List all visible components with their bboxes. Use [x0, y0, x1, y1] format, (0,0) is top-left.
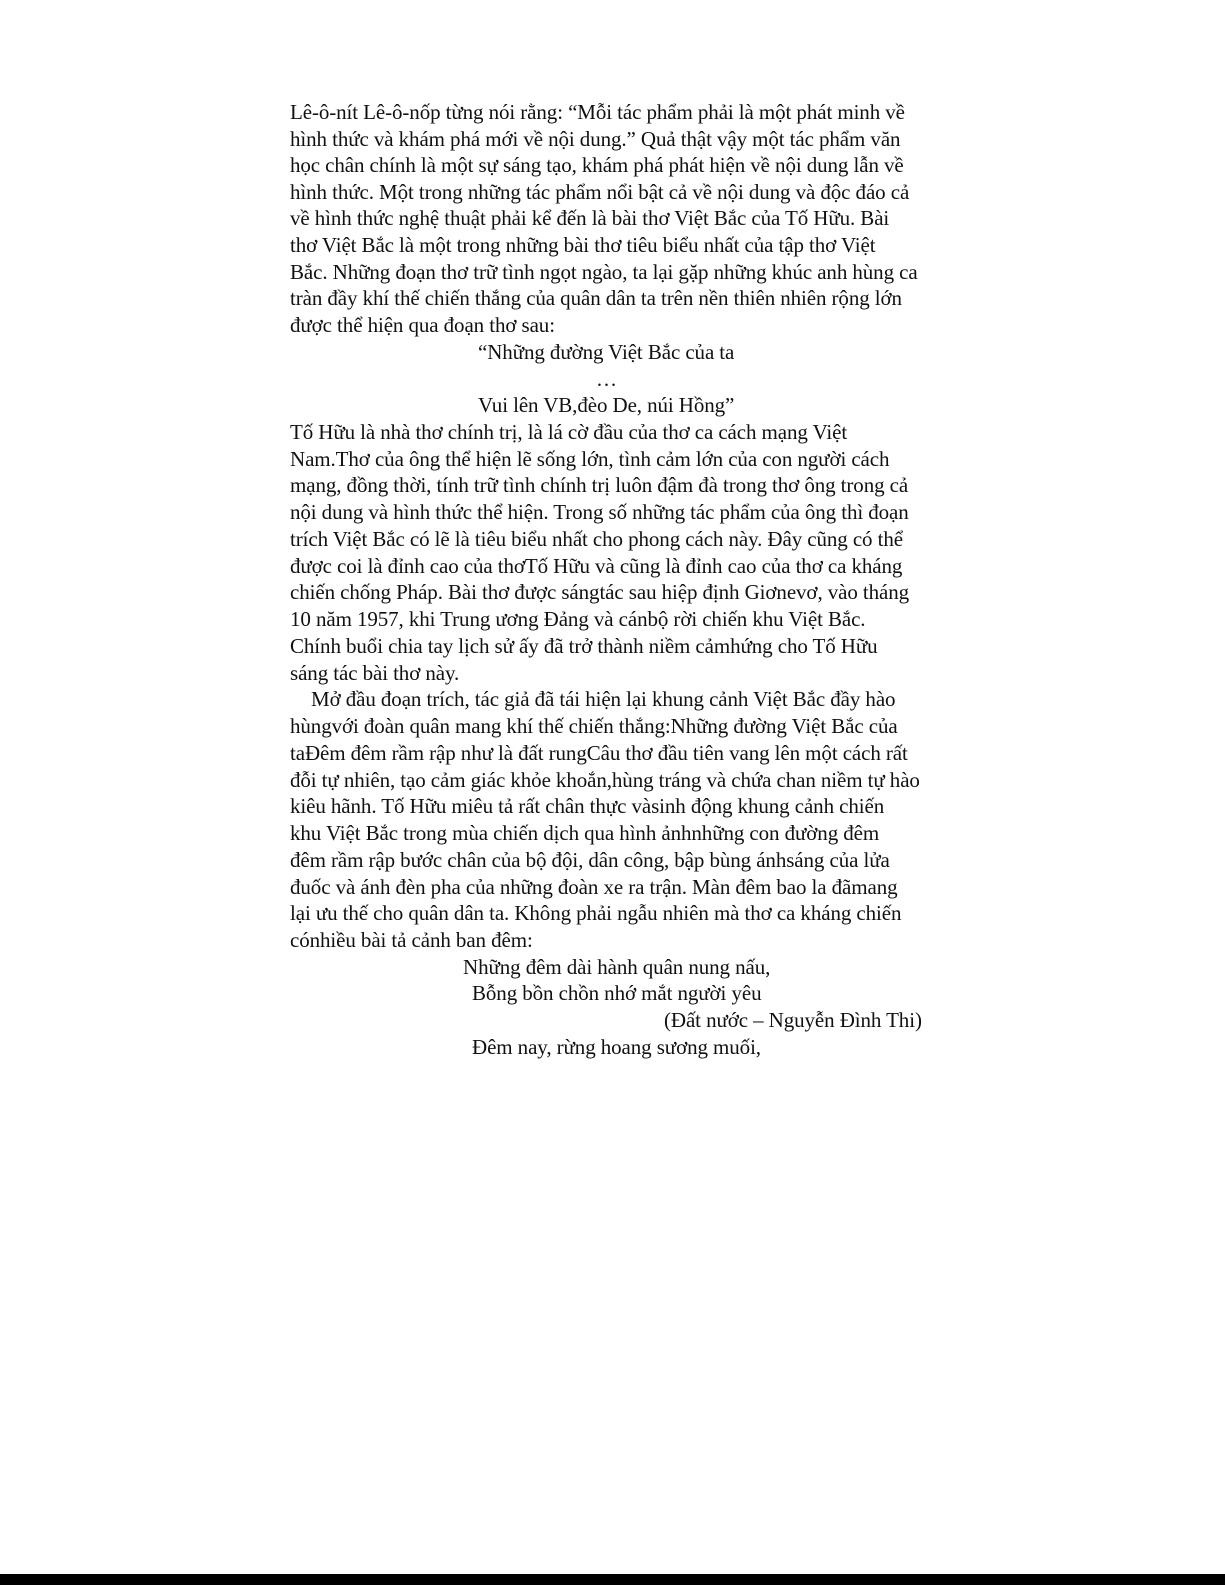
text-line: đêm rầm rập bước chân của bộ đội, dân công, bập bùng ánhsáng của lửa — [290, 848, 890, 872]
text-line: taĐêm đêm rầm rập như là đất rungCâu thơ đầu tiên vang lên một cách rất — [290, 741, 908, 765]
text-line: lại ưu thế cho quân dân ta. Không phải ngẫu nhiên mà thơ ca kháng chiến — [290, 901, 902, 925]
text-line: đuốc và ánh đèn pha của những đoàn xe ra trận. Màn đêm bao la đãmang — [290, 875, 898, 899]
poem-line: Vui lên VB,đèo De, núi Hồng” — [478, 393, 735, 417]
text-line: mạng, đồng thời, tính trữ tình chính trị luôn đậm đà trong thơ ông trong cả — [290, 473, 909, 497]
text-line: tràn đầy khí thế chiến thắng của quân dân ta trên nền thiên nhiên rộng lớn — [290, 286, 902, 310]
poem-line: Bỗng bồn chồn nhớ mắt người yêu — [472, 981, 762, 1005]
text-line: Lê-ô-nít Lê-ô-nốp từng nói rằng: “Mỗi tác phẩm phải là một phát minh về — [290, 100, 905, 124]
text-line: khu Việt Bắc trong mùa chiến dịch qua hình ảnhnhững con đường đêm — [290, 821, 880, 845]
text-line: học chân chính là một sự sáng tạo, khám phá phát hiện về nội dung lẫn về — [290, 153, 904, 177]
text-line: được thể hiện qua đoạn thơ sau: — [290, 313, 555, 337]
text-line: kiêu hãnh. Tố Hữu miêu tả rất chân thực vàsinh động khung cảnh chiến — [290, 794, 885, 818]
text-line: về hình thức nghệ thuật phải kể đến là bài thơ Việt Bắc của Tố Hữu. Bài — [290, 206, 890, 230]
page-bottom-border — [0, 1574, 1225, 1585]
text-line: Nam.Thơ của ông thể hiện lẽ sống lớn, tình cảm lớn của con người cách — [290, 447, 890, 471]
text-line: Tố Hữu là nhà thơ chính trị, là lá cờ đầu của thơ ca cách mạng Việt — [290, 420, 848, 444]
text-line: thơ Việt Bắc là một trong những bài thơ tiêu biểu nhất của tập thơ Việt — [290, 233, 876, 257]
text-line: chiến chống Pháp. Bài thơ được sángtác sau hiệp định Giơnevơ, vào tháng — [290, 580, 910, 604]
text-line: hình thức. Một trong những tác phẩm nổi bật cả về nội dung và độc đáo cả — [290, 180, 910, 204]
poem-ellipsis: … — [596, 367, 617, 391]
text-line: cónhiều bài tả cảnh ban đêm: — [290, 928, 533, 952]
text-line: Bắc. Những đoạn thơ trữ tình ngọt ngào, ta lại gặp những khúc anh hùng ca — [290, 260, 918, 284]
poem-line: Những đêm dài hành quân nung nấu, — [463, 955, 771, 979]
text-line: được coi là đỉnh cao của thơTố Hữu và cũng là đỉnh cao của thơ ca kháng — [290, 554, 903, 578]
text-line: đỗi tự nhiên, tạo cảm giác khỏe khoắn,hùng tráng và chứa chan niềm tự hào — [290, 768, 920, 792]
text-line: hình thức và khám phá mới về nội dung.” Quả thật vậy một tác phẩm văn — [290, 127, 901, 151]
text-line: trích Việt Bắc có lẽ là tiêu biểu nhất cho phong cách này. Đây cũng có thể — [290, 527, 903, 551]
text-line: sáng tác bài thơ này. — [290, 661, 460, 685]
poem-source: (Đất nước – Nguyễn Đình Thi) — [664, 1008, 922, 1032]
text-line: Mở đầu đoạn trích, tác giả đã tái hiện lại khung cảnh Việt Bắc đầy hào — [311, 687, 896, 711]
poem-line: Đêm nay, rừng hoang sương muối, — [472, 1035, 761, 1059]
text-line: hùngvới đoàn quân mang khí thế chiến thắng:Những đường Việt Bắc của — [290, 714, 898, 738]
text-line: Chính buổi chia tay lịch sử ấy đã trở thành niềm cảmhứng cho Tố Hữu — [290, 634, 878, 658]
text-line: nội dung và hình thức thể hiện. Trong số những tác phẩm của ông thì đoạn — [290, 500, 909, 524]
poem-line: “Những đường Việt Bắc của ta — [478, 340, 735, 364]
text-line: 10 năm 1957, khi Trung ương Đảng và cánbộ rời chiến khu Việt Bắc. — [290, 607, 866, 631]
